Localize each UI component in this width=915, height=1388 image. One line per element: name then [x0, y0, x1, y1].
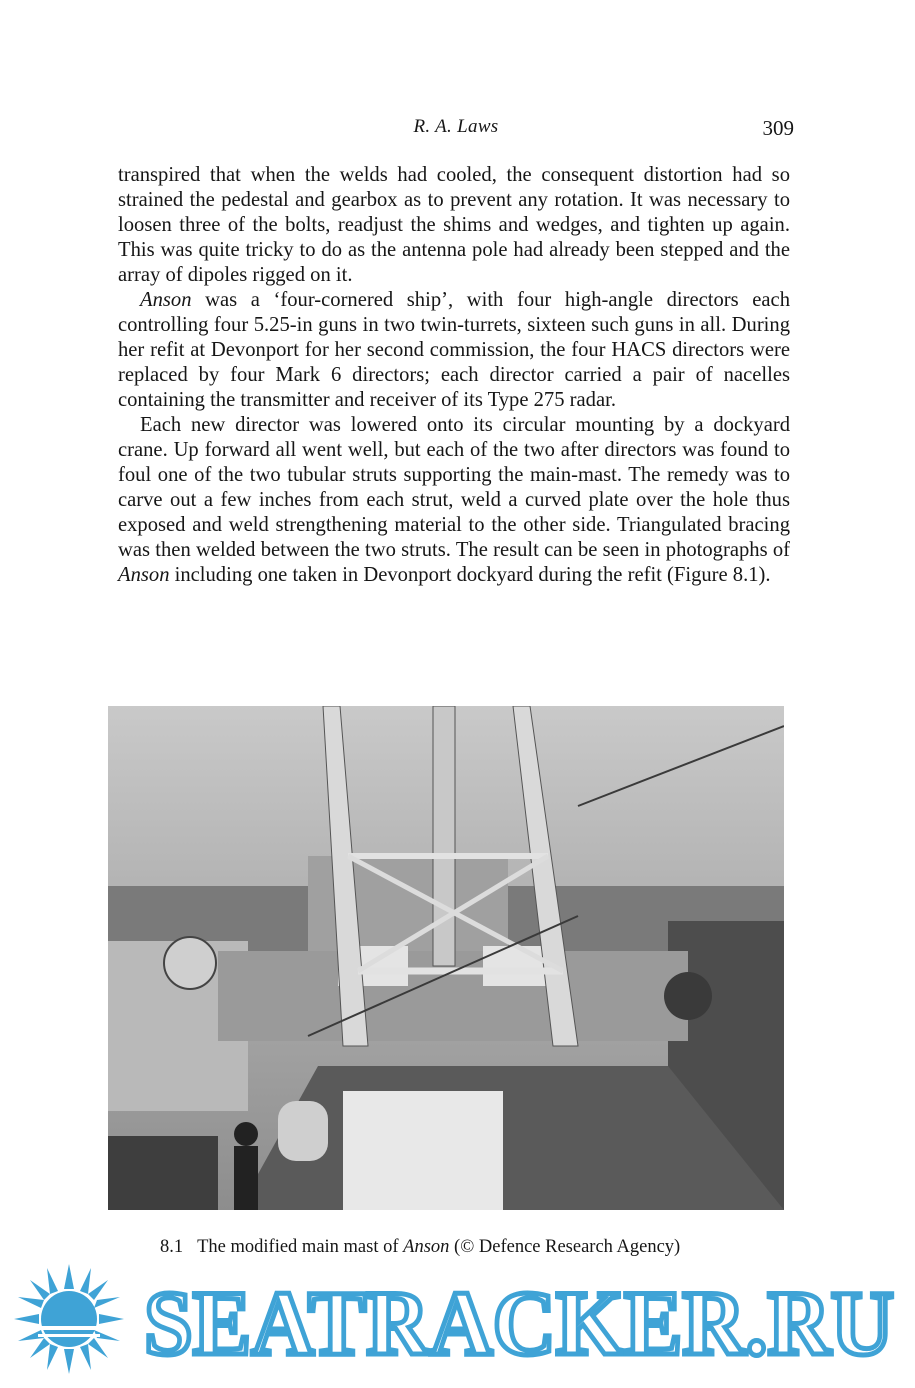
radar-nacelle-right	[664, 972, 712, 1020]
figure-number: 8.1	[160, 1237, 184, 1257]
caption-text-before: The modified main mast of	[197, 1237, 404, 1257]
radar-nacelle-left	[164, 937, 216, 989]
figure-person	[234, 1122, 258, 1146]
paragraph-1: transpired that when the welds had cooled, the consequent distortion had so strained the pedestal and gearbox as to prevent any rotation. It was necessary to loosen three of the bolts, readjust the shims and wedges, and tighten up again. This was quite tricky to do as the antenna pole had already been stepped and the array of dipoles rigged on it.	[118, 164, 790, 286]
paragraph-3-text-before: Each new director was lowered onto its circular mounting by a dockyard crane. Up forward all went well, but each of the two after directors was found to foul one of the two tubular struts supporting the main-mast. The remedy was to carve out a few inches from each strut, weld a curved plate over the hole thus exposed and weld strengthening material to the other side. Triangulated bracing was then welded between the two struts. The result can be seen in photographs of	[118, 414, 790, 561]
watermark-text: SEATRACKER.RU	[144, 1272, 894, 1374]
watermark-graphic	[14, 1264, 904, 1374]
figure-person-body	[234, 1146, 258, 1210]
gun-turret	[343, 1091, 503, 1210]
running-head	[118, 116, 794, 144]
liferaft	[278, 1101, 328, 1161]
caption-ship-name: Anson	[403, 1237, 450, 1257]
paragraph-3-text-after: including one taken in Devonport dockyard during the refit (Figure 8.1).	[169, 564, 771, 586]
foreground-left	[108, 1136, 218, 1210]
page-number: 309	[762, 116, 794, 140]
running-head-author: R. A. Laws	[413, 116, 499, 137]
figure-caption	[160, 1237, 780, 1258]
main-mast	[433, 706, 455, 966]
paragraph-2-text: was a ‘four-cornered ship’, with four high-angle directors each controlling four 5.25-in guns in two twin-turrets, sixteen such guns in all. During her refit at Devonport for her second commission, the four HACS directors were replaced by four Mark 6 directors; each director carried a pair of nacelles containing the transmitter and receiver of its Type 275 radar.	[118, 289, 790, 411]
ship-name: Anson	[140, 289, 192, 311]
watermark	[14, 1264, 904, 1374]
paragraph-2	[118, 288, 790, 413]
ship-name: Anson	[118, 564, 170, 586]
paragraph-3	[118, 413, 790, 588]
caption-text-after: (© Defence Research Agency)	[449, 1237, 681, 1257]
sun-logo-icon	[14, 1264, 124, 1374]
mast-photo-illustration	[108, 706, 784, 1210]
body-text	[118, 163, 790, 588]
figure-photo	[108, 706, 784, 1210]
